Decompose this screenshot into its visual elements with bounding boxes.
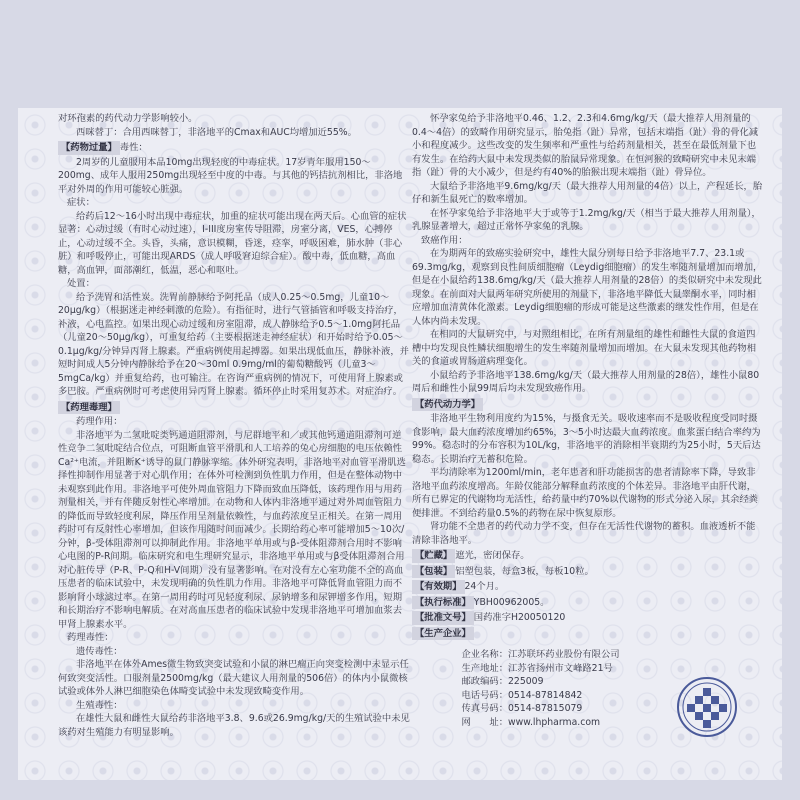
body-text: 非洛地平在体外Ames微生物致突变试验和小鼠的淋巴瘤正向突变检测中未显示任何致突变活性。口服剂量2500mg/kg（最大建议人用剂量的506倍）的体内小鼠微核试验或体外人淋巴细胞染色体畸变试验中未发现致畸变作用。 bbox=[58, 659, 409, 697]
subheading: 生殖毒性： bbox=[76, 699, 123, 711]
section-value: 铝塑包装，每盒3板，每板10粒。 bbox=[455, 565, 594, 577]
section-label: 【药代动力学】 bbox=[412, 398, 483, 412]
section-storage bbox=[412, 549, 764, 563]
company-logo-icon bbox=[676, 676, 738, 738]
body-text: 给药后12～16小时出现中毒症状，加重的症状可能出现在两天后。心血管的症状显著：心动过缓（有时心动过速），I-III度房室传导阻滞，房室分离，VES，心搏停止，心动过缓不全。头昏，头痛，意识模糊，昏迷，痉挛，呼吸困难，肺水肿（非心脏）和呼吸停止，可能出现ARDS（成人呼吸窘迫综合症）。酸中毒，低血糖，高血糖，高血钾，面部潮红，低温，恶心和呕吐。 bbox=[58, 210, 407, 276]
info-label: 传真号码： bbox=[461, 703, 508, 714]
section-value: 国药准字H20050120 bbox=[473, 612, 566, 623]
body-text: 在雄性大鼠和雌性大鼠给药非洛地平3.8、9.6或26.9mg/kg/天的生殖试验中未见该药对生殖能力有明显影响。 bbox=[58, 713, 410, 738]
section-validity bbox=[412, 580, 764, 594]
body-text: 2周岁的儿童服用本品10mg出现轻度的中毒症状。17岁青年服用150～200mg、成年人服用250mg出现轻至中度的中毒。与其他的钙拮抗剂相比，非洛地平对外周的作用可能较心脏强。 bbox=[58, 156, 403, 195]
section-label: 【贮藏】 bbox=[412, 549, 455, 563]
info-label: 生产地址： bbox=[461, 662, 508, 674]
section-value: 24个月。 bbox=[464, 581, 505, 592]
section-label: 【执行标准】 bbox=[412, 596, 474, 610]
body-text: 对环孢素的药代动力学影响较小。 bbox=[58, 113, 198, 124]
section-label: 【药物过量】 bbox=[58, 141, 120, 155]
section-overdose bbox=[58, 141, 410, 155]
section-approval bbox=[412, 611, 764, 625]
body-text: 西咪替丁：合用西咪替丁，非洛地平的Cmax和AUC均增加近55%。 bbox=[76, 126, 357, 138]
section-pharmacology bbox=[58, 401, 410, 415]
section-label: 【批准文号】 bbox=[412, 611, 474, 625]
right-column bbox=[412, 112, 764, 760]
section-value: 遮光，密闭保存。 bbox=[455, 550, 530, 561]
section-package bbox=[412, 565, 764, 579]
subheading: 致癌作用： bbox=[421, 234, 468, 246]
left-column bbox=[58, 112, 410, 738]
section-manufacturer bbox=[412, 627, 764, 641]
company-name-row bbox=[412, 648, 764, 662]
subheading: 药理毒性： bbox=[67, 632, 114, 643]
company-tel: 0514-87814842 bbox=[508, 689, 583, 701]
section-label: 【有效期】 bbox=[412, 580, 465, 594]
info-label: 企业名称： bbox=[461, 649, 508, 660]
company-zip: 225009 bbox=[508, 676, 544, 687]
info-label: 邮政编码： bbox=[461, 676, 508, 687]
info-label: 网 址： bbox=[461, 716, 508, 728]
section-pharmacokinetics bbox=[412, 398, 764, 412]
body-text: 平均清除率为1200ml/min，老年患者和肝功能损害的患者清除率下降，导致非洛地平血药浓度增高。年龄仅能部分解释血药浓度的个体差异。非洛地平由肝代谢，所有已界定的代谢物均无活性，给药量中约70%以代谢物的形式分泌入尿，其余经粪便排泄。不到给药量0.5%的药物在尿中恢复原形。 bbox=[412, 467, 759, 519]
subheading: 症状： bbox=[67, 197, 95, 208]
section-value: YBH00962005。 bbox=[473, 596, 550, 608]
company-name: 江苏联环药业股份有限公司 bbox=[508, 649, 620, 660]
body-text: 在为期两年的致癌实验研究中，雄性大鼠分别每日给予非洛地平7.7、23.1或69.3mg/kg，观察到良性间质细胞瘤（Leydig细胞瘤）的发生率随剂量增加而增加，但是在小鼠给药138.6mg/kg/天（最大推荐人用剂量的28倍）的类似研究中未发现此现象。在前面对大鼠两年研究所使用的剂量下，非洛地平降低大鼠睾酮水平，同时相应增加血清黄体化激素。Leydig细胞瘤的形成可能是这些激素的继发性作用，但是在人体内尚未发现。 bbox=[412, 248, 763, 327]
body-text: 非洛地平生物利用度约为15%，与摄食无关。吸收速率而不是吸收程度受同时摄食影响，最大血药浓度增加约65%，3～5小时达最大血药浓度。血浆蛋白结合率约为99%。稳态时的分布容积为10L/kg，非洛地平的消除相半衰期约为25小时，5天后达稳态。长期治疗无蓄积危险。 bbox=[412, 413, 761, 465]
body-text: 给予洗胃和活性炭。洗胃前静脉给予阿托品（成人0.25～0.5mg，儿童10～20μg/kg）（根据迷走神经刺激的危险）。有指征时，进行气管插管和呼吸支持治疗，补液，心电监控。如果出现心动过缓和房室阻滞，成人静脉给予0.5～1.0mg阿托品（儿童20～50μg/kg），可重复给药（主要根据迷走神经症状）和开始时给予0.05～0.1μg/kg/分钟异丙肾上腺素。严重病例使用起搏器。如果出现低血压，静脉补液，并短时间成人5分钟内静脉给予在20～30ml 0.9mg/ml的葡萄糖酸钙（儿童3～5mgCa/kg）并重复给药，也可输注。在咨询严重病例的情况下，可使用肾上腺素或多巴胺。严重病例时可考虑使用异丙肾上腺素。循环停止时采用复苏术。对症治疗。 bbox=[58, 291, 409, 397]
section-label: 【药理毒理】 bbox=[58, 401, 120, 415]
subheading: 毒性： bbox=[119, 142, 148, 153]
section-standard bbox=[412, 596, 764, 610]
body-text: 在怀孕家兔给予非洛地平大于或等于1.2mg/kg/天（相当于最大推荐人用剂量），乳腺显著增大，超过正常怀孕家兔的乳腺。 bbox=[412, 207, 761, 232]
subheading: 药理作用： bbox=[76, 416, 123, 427]
company-fax: 0514-87815079 bbox=[508, 703, 583, 714]
body-text: 非洛地平为二氢吡啶类钙通道阻滞剂，与尼群地平和／或其他钙通道阻滞剂可逆性竞争二氢吡啶结合位点，可阻断血管平滑肌和人工培养的兔心房细胞的电压依赖性Ca²⁺电流，并阻断K⁺诱导的鼠门静脉挛缩。体外研究表明，非洛地平对血管平滑肌选择性抑制作用显著于对心肌作用；在体外可检测到负性肌力作用，但是在整体动物中未观察到此作用。非洛地平可使外周血管阻力下降而致血压降低，该药理作用与用药剂量相关，并有伴随反射性心率增加。在动物和人体内非洛地平通过对外周血管阻力的降低而导致轻度利尿，降压作用呈剂量依赖性，与血药浓度呈正相关。在第一周用药时可有反射性心率增加，但该作用随时间而减少。长期给药心率可能增加5～10次/分钟，β-受体阻滞剂可以抑制此作用。非洛地平单用或与β-受体阻滞剂合用时不影响心电图的P-R间期。临床研究和电生理研究显示，非洛地平单用或与β受体阻滞剂合用对心脏传导（P-R、P-Q和H-V间期）没有显著影响。在对没有左心室功能不全的高血压患者的临床试验中，未发现明确的负性肌力作用。非洛地平可降低肾血管阻力而不影响肾小球滤过率。在第一周用药时可见轻度利尿、尿钠增多和尿钾增多作用，短期和长期治疗不影响电解质。在对高血压患者的临床试验中发现非洛地平可增加血浆去甲肾上腺素水平。 bbox=[58, 429, 406, 630]
subheading: 遗传毒性： bbox=[76, 645, 123, 657]
company-address: 江苏省扬州市文峰路21号 bbox=[508, 662, 613, 674]
body-text: 小鼠给药予非洛地平138.6mg/kg/天（最大推荐人用剂量的28倍），雄性小鼠80周后和雌性小鼠99周后均未发现致癌作用。 bbox=[412, 369, 760, 394]
info-label: 电话号码： bbox=[461, 689, 508, 701]
section-label: 【包装】 bbox=[412, 565, 455, 579]
body-text: 在相同的大鼠研究中，与对照组相比，在所有剂量组的雄性和雌性大鼠的食道四槽中均发现良性鳞状细胞增生的发生率随剂量增加而增加。在大鼠未发现其他药物相关的食道或胃肠道病理变化。 bbox=[412, 329, 756, 367]
subheading: 处置： bbox=[67, 278, 95, 289]
company-address-row bbox=[412, 662, 764, 676]
body-text: 怀孕家兔给予非洛地平0.46、1.2、2.3和4.6mg/kg/天（最大推荐人用剂量的0.4～4倍）的致畸作用研究显示，胎兔指（趾）异常，包括末端指（趾）骨的骨化减小和程度减少。这些改变的发生频率和严重性与给药剂量相关，甚至在最低剂量下也有发生。在给药大鼠中未发现类似的胎鼠异常现象。在恒河猴的致畸研究中未见末端指（趾）骨的大小减少，但是约有40%的胎猴出现末端指（趾）骨异位。 bbox=[412, 113, 759, 178]
company-web: www.lhpharma.com bbox=[508, 716, 601, 728]
body-text: 大鼠给予非洛地平9.6mg/kg/天（最大推荐人用剂量的4倍）以上，产程延长，胎仔和新生鼠死亡的数率增加。 bbox=[412, 180, 763, 205]
section-label: 【生产企业】 bbox=[412, 627, 474, 641]
body-text: 肾功能不全患者的药代动力学不变，但存在无活性代谢物的蓄积。血液透析不能清除非洛地平。 bbox=[412, 521, 756, 546]
